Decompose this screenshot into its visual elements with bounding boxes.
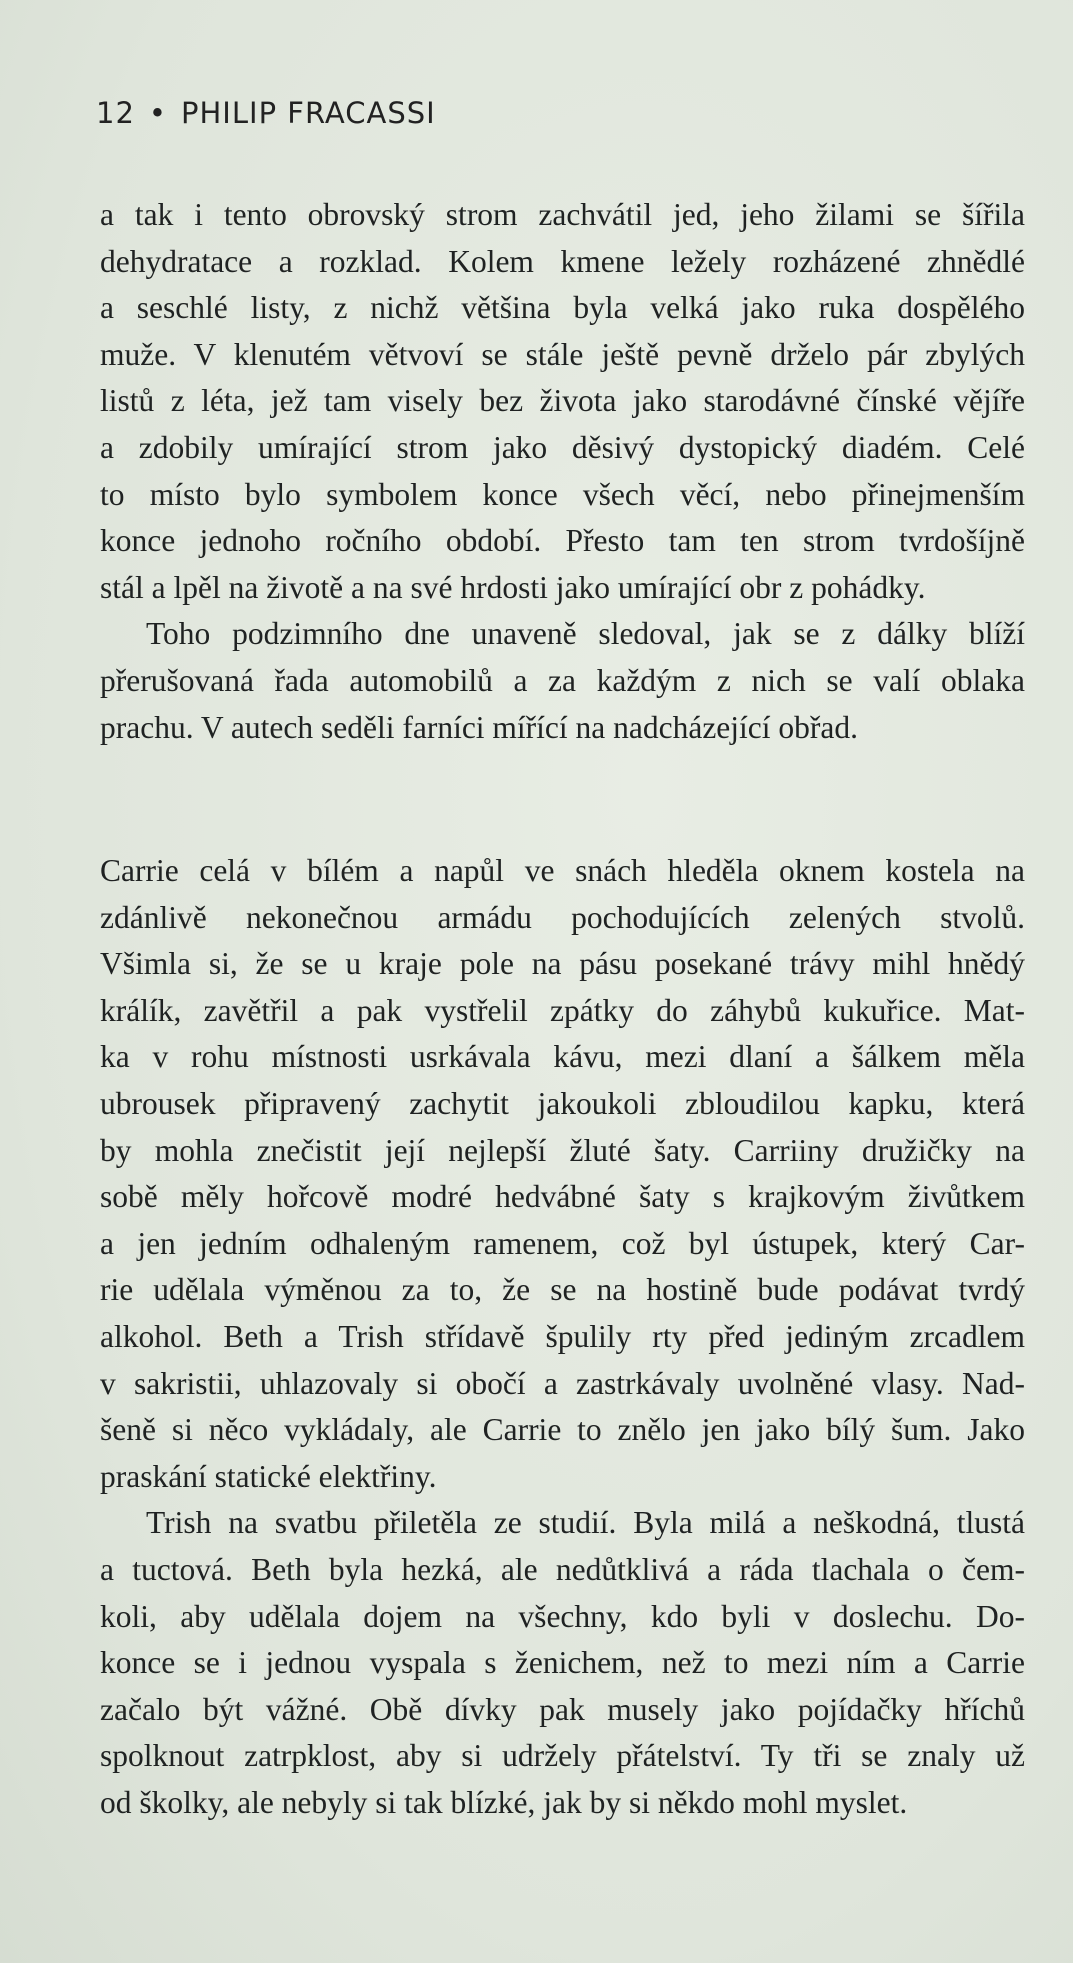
text-line: alkohol. Beth a Trish střídavě špulily rty před jediným zrcadlem <box>100 1318 1025 1354</box>
text-line: by mohla znečistit její nejlepší žluté šaty. Carriiny družičky na <box>100 1132 1025 1168</box>
text-line: konce se i jednou vyspala s ženichem, než to mezi ním a Carrie <box>100 1645 1025 1681</box>
text-line: muže. V klenutém větvoví se stále ještě pevně drželo pár zbylých <box>100 336 1025 372</box>
text-line: a zdobily umírající strom jako děsivý dystopický diadém. Celé <box>100 429 1025 465</box>
text-line: zdánlivě nekonečnou armádu pochodujících zelených stvolů. <box>100 899 1025 935</box>
text-line: od školky, ale nebyly si tak blízké, jak by si někdo mohl myslet. <box>100 1784 908 1820</box>
text-line: začalo být vážné. Obě dívky pak musely jako pojídačky hříchů <box>100 1691 1025 1727</box>
text-line: králík, zavětřil a pak vystřelil zpátky do záhybů kukuřice. Mat- <box>100 992 1025 1028</box>
text-line: koli, aby udělala dojem na všechny, kdo byli v doslechu. Do- <box>100 1598 1025 1634</box>
text-line: spolknout zatrpklost, aby si udržely přátelství. Ty tři se znaly už <box>100 1738 1025 1774</box>
paragraph-start: Carrie celá v bílém a napůl ve snách hleděla oknem kostela na <box>100 853 1025 888</box>
section-2 <box>100 848 1025 1826</box>
text-line: ubrousek připravený zachytit jakoukoli zbloudilou kapku, která <box>100 1085 1025 1121</box>
text-line: a tak i tento obrovský strom zachvátil jed, jeho žilami se šířila <box>100 197 1025 232</box>
text-line: praskání statické elektřiny. <box>100 1458 437 1494</box>
running-head <box>96 96 436 130</box>
text-line: ka v rohu místnosti usrkávala kávu, mezi dlaní a šálkem měla <box>100 1039 1025 1075</box>
text-line: a tuctová. Beth byla hezká, ale nedůtklivá a ráda tlachala o čem- <box>100 1551 1025 1587</box>
text-line: prachu. V autech seděli farníci mířící na nadcházející obřad. <box>100 709 858 745</box>
text-line: dehydratace a rozklad. Kolem kmene ležely rozházené zhnědlé <box>100 243 1025 279</box>
text-line: a seschlé listy, z nichž většina byla velká jako ruka dospělého <box>100 290 1025 326</box>
text-line: to místo bylo symbolem konce všech věcí, nebo přinejmenším <box>100 476 1025 512</box>
text-line: stál a lpěl na životě a na své hrdosti jako umírající obr z pohádky. <box>100 569 926 605</box>
text-line: Všimla si, že se u kraje pole na pásu posekané trávy mihl hnědý <box>100 946 1025 982</box>
text-line: šeně si něco vykládaly, ale Carrie to znělo jen jako bílý šum. Jako <box>100 1412 1025 1448</box>
text-line: listů z léta, jež tam visely bez života jako starodávné čínské vějíře <box>100 383 1025 419</box>
text-line: v sakristii, uhlazovaly si obočí a zastrkávaly uvolněné vlasy. Nad- <box>100 1365 1025 1401</box>
author-name: PHILIP FRACASSI <box>181 96 436 130</box>
section-1 <box>100 192 1025 751</box>
text-line: a jen jedním odhaleným ramenem, což byl ústupek, který Car- <box>100 1225 1025 1261</box>
paragraph-start: Trish na svatbu přiletěla ze studií. Byla milá a neškodná, tlustá <box>146 1505 1025 1541</box>
paragraph-start: Toho podzimního dne unaveně sledoval, jak se z dálky blíží <box>146 616 1025 652</box>
text-line: konce jednoho ročního období. Přesto tam ten strom tvrdošíjně <box>100 523 1025 559</box>
header-separator: • <box>148 96 168 130</box>
text-line: rie udělala výměnou za to, že se na hostině bude podávat tvrdý <box>100 1272 1025 1308</box>
text-line: sobě měly hořcově modré hedvábné šaty s krajkovým živůtkem <box>100 1179 1025 1215</box>
page-number: 12 <box>96 96 135 130</box>
text-line: přerušovaná řada automobilů a za každým z nich se valí oblaka <box>100 662 1025 698</box>
